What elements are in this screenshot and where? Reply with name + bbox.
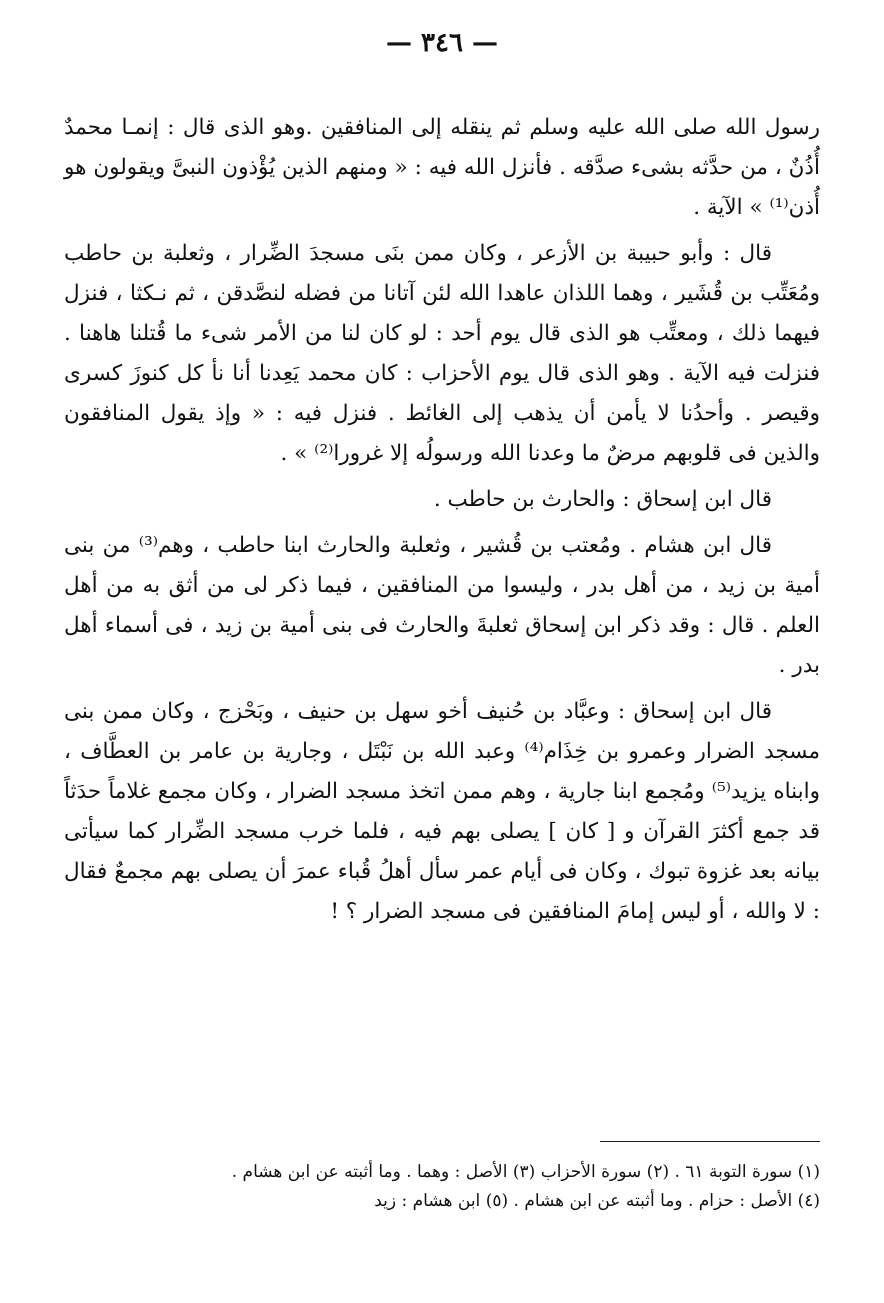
footnote-line-1: (١) سورة التوبة ٦١ . (٢) سورة الأحزاب (٣) الأصل : وهما . وما أثبته عن ابن هشام . (231, 1162, 820, 1182)
footnote-line-2: (٤) الأصل : حزام . وما أثبته عن ابن هشام . (٥) ابن هشام : زيد (374, 1191, 820, 1211)
paragraph-4: قال ابن هشام . ومُعتب بن قُشير ، وثعلبة والحارث ابنا حاطب ، وهم⁽³⁾ من بنى أمية بن زيد ، من أهل بدر ، وليسوا من المنافقين ، فيما ذكر لى من أثق به من أهل العلم . قال : وقد ذكر ابن إسحاق ثعلبةَ والحارث فى بنى أمية بن زيد ، فى أسماء أهل بدر . (64, 533, 820, 678)
paragraph-5: قال ابن إسحاق : وعبَّاد بن حُنيف أخو سهل بن حنيف ، وبَحْزج ، وكان ممن بنى مسجد الضرار وعمرو بن خِذَام⁽⁴⁾ وعبد الله بن نَبْتَل ، وجارية بن عامر بن العطَّاف ، وابناه يزيد⁽⁵⁾ ومُجمع ابنا جارية ، وهم ممن اتخذ مسجد الضرار ، وكان مجمع غلاماً حدَثاً قد جمع أكثرَ القرآن و [ كان ] يصلى بهم فيه ، فلما خرب مسجد الضِّرار كما سيأتى بيانه بعد غزوة تبوك ، وكان فى أيام عمر سأل أهلُ قُباء عمرَ أن يصلى بهم مجمعٌ فقال : لا والله ، أو ليس إمامَ المنافقين فى مسجد الضرار ؟ ! (64, 699, 821, 924)
footnote-divider (600, 1141, 820, 1142)
paragraph-3: قال ابن إسحاق : والحارث بن حاطب . (433, 487, 772, 512)
paragraph-1: رسول الله صلى الله عليه وسلم ثم ينقله إلى المنافقين .وهو الذى قال : إنمـا محمدٌ أُذُنٌ ، من حدَّثه بشىء صدَّقه . فأنزل الله فيه : « ومنهم الذين يُؤْذون النبىَّ ويقولون هو أُذن⁽¹⁾ » الآية . (64, 115, 820, 220)
paragraph-2: قال : وأبو حبيبة بن الأزعر ، وكان ممن بنَى مسجدَ الضِّرار ، وثعلبة بن حاطب ومُعَتِّب بن قُشَير ، وهما اللذان عاهدا الله لئن آتانا من فضله لنصَّدقن ، ثم نـكثا ، فنزل فيهما ذلك ، ومعتِّب هو الذى قال يوم أحد : لو كان لنا من الأمر شىء ما قُتلنا هاهنا . فنزلت فيه الآية . وهو الذى قال يوم الأحزاب : كان محمد يَعِدنا أنا نأ كل كنوزَ كسرى وقيصر . وأحدُنا لا يأمن أن يذهب إلى الغائط . فنزل فيه : « وإذ يقول المنافقون والذين فى قلوبهم مرضٌ ما وعدنا الله ورسولُه إلا غرورا⁽²⁾ » . (64, 241, 820, 466)
footnotes (64, 1158, 820, 1216)
main-text (64, 108, 820, 932)
page-number: — ٣٤٦ — (385, 28, 499, 58)
